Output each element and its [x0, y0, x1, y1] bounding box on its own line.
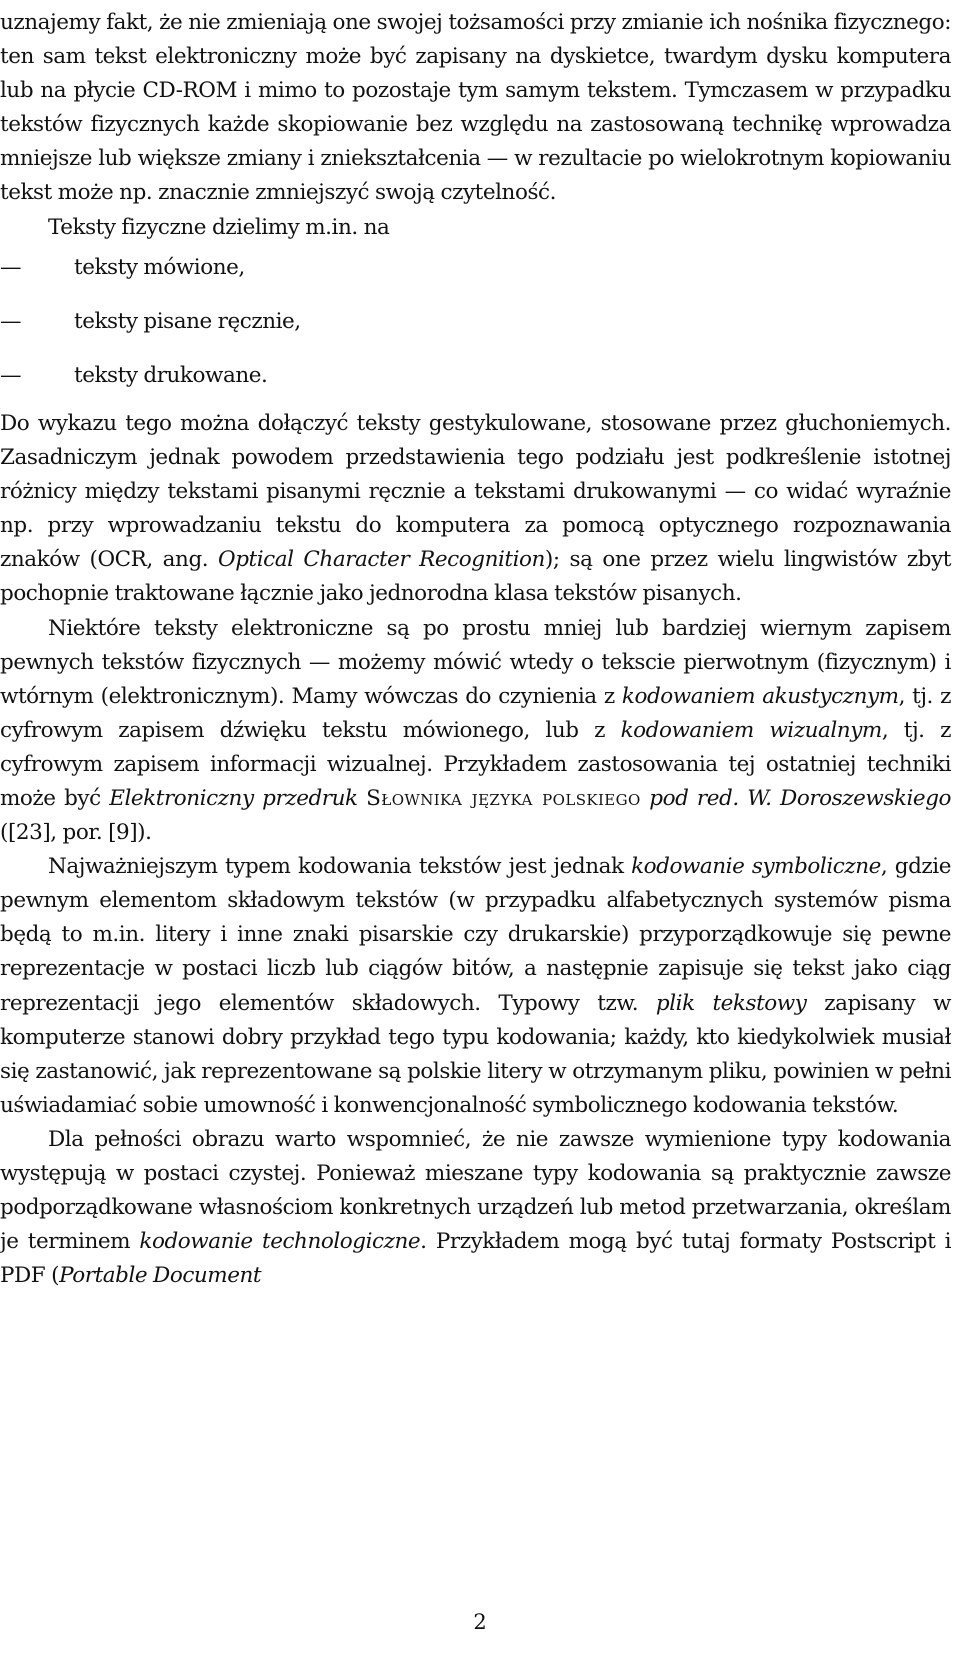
paragraph-technological-coding: Dla pełności obrazu warto wspomnieć, że nie zawsze wymienione typy kodowania występują w postaci czystej. Ponieważ mieszane typy kodowania są praktycznie zawsze podporządkowane własnościom konkretnych urządzeń lub metod przetwarzania, określam je terminem kodowanie technologiczne. Przykładem mogą być tutaj formaty Postscript i PDF (Portable Document: [0, 1126, 951, 1289]
list-item: — teksty mówione,: [0, 251, 951, 285]
body-text: [0, 6, 951, 1293]
dash-bullet: —: [0, 362, 22, 388]
paragraph-list-intro: Teksty fizyczne dzielimy m.in. na: [48, 214, 390, 240]
dash-bullet: —: [0, 254, 22, 280]
paragraph-continuation: uznajemy fakt, że nie zmieniają one swojej tożsamości przy zmianie ich nośnika fizycznego: ten sam tekst elektroniczny może być zapisany na dyskietce, twardym dysku komputera lub na płycie CD-ROM i mimo to pozostaje tym samym tekstem. Tymczasem w przypadku tekstów fizycznych każde skopiowanie bez względu na zastosowaną technikę wprowadza mniejsze lub większe zmiany i zniekształcenia — w rezultacie po wielokrotnym kopiowaniu tekst może np. znacznie zmniejszyć swoją czytelność.: [0, 10, 951, 206]
paragraph-electronic-texts: Niektóre teksty elektroniczne są po prostu mniej lub bardziej wiernym zapisem pewnych tekstów fizycznych — możemy mówić wtedy o tekscie pierwotnym (fizycznym) i wtórnym (elektronicznym). Mamy wówczas do czynienia z kodowaniem akustycznym, tj. z cyfrowym zapisem dźwięku tekstu mówionego, lub z kodowaniem wizualnym, tj. z cyfrowym zapisem informacji wizualnej. Przykładem zastosowania tej ostatniej techniki może być Elektroniczny przedruk Słownika języka polskiego pod red. W. Doroszewskiego ([23], por. [9]).: [0, 615, 952, 846]
paragraph-ocr: Do wykazu tego można dołączyć teksty gestykulowane, stosowane przez głuchoniemych. Zasadniczym jednak powodem przedstawienia tego podziału jest podkreślenie istotnej różnicy między tekstami pisanymi ręcznie a tekstami drukowanymi — co widać wyraźnie np. przy wprowadzaniu tekstu do komputera za pomocą optycznego rozpoznawania znaków (OCR, ang. Optical Character Recognition); są one przez wielu lingwistów zbyt pochopnie traktowane łącznie jako jednorodna klasa tekstów pisanych.: [0, 410, 951, 607]
list-item: — teksty pisane ręcznie,: [0, 305, 951, 339]
page-number: 2: [473, 1610, 487, 1634]
paragraph-symbolic-coding: Najważniejszym typem kodowania tekstów jest jednak kodowanie symboliczne, gdzie pewnym elementom składowym tekstów (w przypadku alfabetycznych systemów pisma będą to m.in. litery i inne znaki pisarskie czy drukarskie) przyporządkowuje się pewne reprezentacje w postaci liczb lub ciągów bitów, a następnie zapisuje się tekst jako ciąg reprezentacji jego elementów składowych. Typowy tzw. plik tekstowy zapisany w komputerze stanowi dobry przykład tego typu kodowania; każdy, kto kiedykolwiek musiał się zastanowić, jak reprezentowane są polskie litery w otrzymanym pliku, powinien w pełni uświadamiać sobie umowność i konwencjonalność symbolicznego kodowania tekstów.: [0, 854, 951, 1118]
text-types-list: [0, 251, 951, 393]
dash-bullet: —: [0, 308, 22, 334]
list-item: — teksty drukowane.: [0, 359, 951, 393]
